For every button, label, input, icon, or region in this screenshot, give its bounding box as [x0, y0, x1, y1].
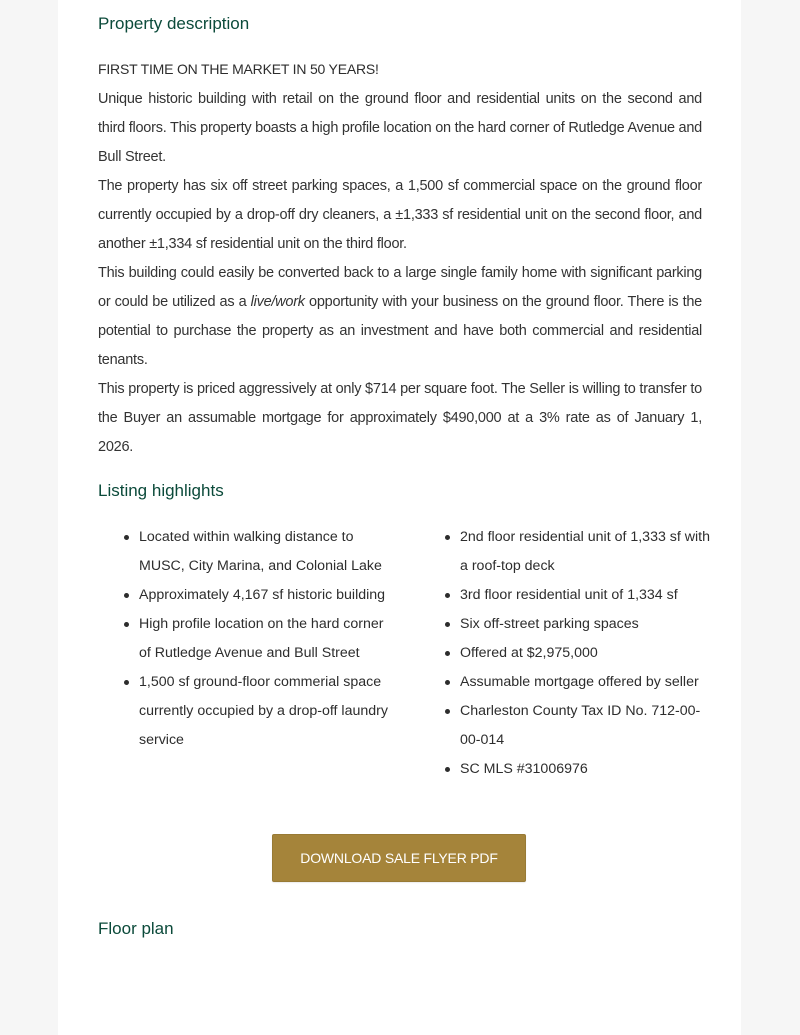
- property-description-heading: Property description: [98, 14, 250, 33]
- description-paragraph-2: The property has six off street parking spaces, a 1,500 sf commercial space on the ground floor currently occupied by a drop-off dry cleaners, a ±1,333 sf residential unit on the second floor, and another ±1,334 sf residential unit on the third floor.: [98, 178, 702, 252]
- download-sale-flyer-button[interactable]: [272, 834, 526, 882]
- list-item-text: High profile location on the hard corner of Rutledge Avenue and Bull Street: [139, 616, 384, 661]
- bullet-icon: [124, 680, 129, 685]
- bullet-icon: [124, 535, 129, 540]
- description-paragraph-3: [98, 259, 702, 375]
- bullet-icon: [445, 680, 450, 685]
- description-paragraph-1: Unique historic building with retail on the ground floor and residential units on the second and third floors. This property boasts a high profile location on the hard corner of Rutledge Avenue and Bull Street.: [98, 91, 702, 165]
- paragraph-3-end: opportunity with your business on the ground floor. There is the potential to purchase the property as an investment and have both commercial and residential tenants.: [98, 294, 702, 368]
- list-item-text: Located within walking distance to MUSC, City Marina, and Colonial Lake: [139, 529, 382, 574]
- floor-plan-heading: Floor plan: [98, 919, 174, 938]
- bullet-icon: [445, 593, 450, 598]
- bullet-icon: [445, 709, 450, 714]
- paragraph-3-start: This building could easily be converted back to a large single family home with significant parking or could be utilized as a: [98, 265, 702, 310]
- bullet-icon: [445, 651, 450, 656]
- list-item-text: 2nd floor residential unit of 1,333 sf with a roof-top deck: [460, 529, 711, 574]
- list-item-text: 3rd floor residential unit of 1,334 sf: [460, 587, 678, 603]
- list-item: [139, 610, 389, 668]
- description-body: [98, 85, 702, 462]
- highlights-right-list: [460, 523, 710, 784]
- content-panel: [58, 0, 741, 1035]
- tagline: FIRST TIME ON THE MARKET IN 50 YEARS!: [98, 61, 379, 77]
- list-item: [460, 639, 710, 668]
- list-item: [139, 581, 389, 610]
- bullet-icon: [124, 593, 129, 598]
- list-item-text: SC MLS #31006976: [460, 761, 588, 777]
- bullet-icon: [124, 622, 129, 627]
- description-paragraph-4: This property is priced aggressively at only $714 per square foot. The Seller is willing to transfer to the Buyer an assumable mortgage for approximately $490,000 at a 3% rate as of January 1, 2026.: [98, 381, 702, 455]
- list-item-text: Six off-street parking spaces: [460, 616, 639, 632]
- list-item: [460, 668, 710, 697]
- list-item-text: Offered at $2,975,000: [460, 645, 598, 661]
- bullet-icon: [445, 535, 450, 540]
- list-item-text: Assumable mortgage offered by seller: [460, 674, 699, 690]
- list-item: [460, 697, 710, 755]
- download-button-label: DOWNLOAD SALE FLYER PDF: [300, 850, 498, 866]
- list-item: [460, 523, 710, 581]
- list-item-text: Approximately 4,167 sf historic building: [139, 587, 386, 603]
- live-work-emphasis: live/work: [250, 294, 305, 310]
- list-item: [460, 755, 710, 784]
- list-item: [139, 523, 389, 581]
- list-item: [460, 610, 710, 639]
- list-item-text: 1,500 sf ground-floor commerial space currently occupied by a drop-off laundry service: [139, 674, 388, 748]
- highlights-left-list: [139, 523, 389, 755]
- bullet-icon: [445, 767, 450, 772]
- list-item-text: Charleston County Tax ID No. 712-00-00-014: [460, 703, 701, 748]
- list-item: [460, 581, 710, 610]
- listing-highlights-heading: Listing highlights: [98, 481, 224, 500]
- list-item: [139, 668, 389, 755]
- bullet-icon: [445, 622, 450, 627]
